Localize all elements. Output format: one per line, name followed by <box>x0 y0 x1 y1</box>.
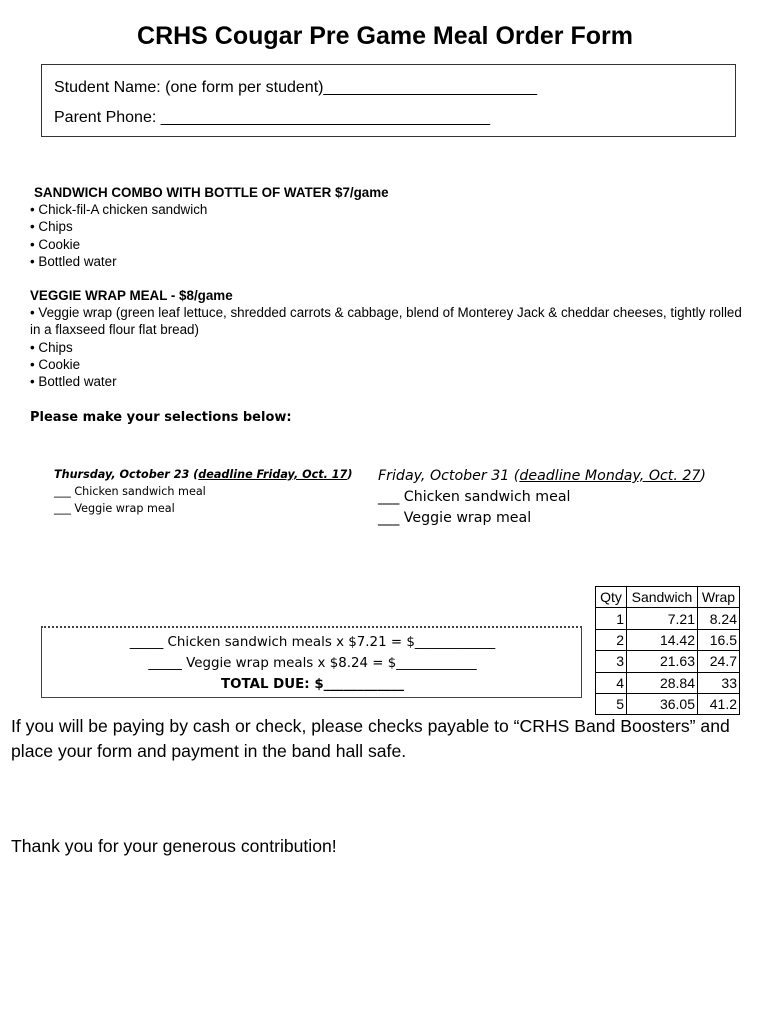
veggie-total-field[interactable]: _____ Veggie wrap meals x $8.24 = $____________ <box>148 656 477 671</box>
selections-heading: Please make your selections below: <box>30 410 292 425</box>
veggie-item: • Bottled water <box>30 374 117 390</box>
table-cell: 4 <box>596 672 627 693</box>
sandwich-item: • Cookie <box>30 236 81 252</box>
table-row <box>596 672 740 693</box>
table-cell: 21.63 <box>627 651 698 672</box>
table-row <box>596 693 740 714</box>
student-info-box <box>41 64 736 137</box>
thursday-chicken-option[interactable]: ___ Chicken sandwich meal <box>54 485 206 498</box>
table-cell: 5 <box>596 693 627 714</box>
table-cell: 3 <box>596 651 627 672</box>
thursday-date: Thursday, October 23 (deadline Friday, Oct. 17) <box>54 468 353 481</box>
table-cell: 41.2 <box>698 693 740 714</box>
veggie-meal-heading: VEGGIE WRAP MEAL - $8/game <box>30 288 233 303</box>
table-cell: 36.05 <box>627 693 698 714</box>
chicken-total-field[interactable]: _____ Chicken sandwich meals x $7.21 = $____________ <box>129 635 496 650</box>
table-cell: 7.21 <box>627 608 698 629</box>
sandwich-combo-section <box>30 184 389 270</box>
sandwich-item: • Chips <box>30 219 73 235</box>
friday-selection <box>378 466 706 529</box>
parent-phone-field[interactable]: Parent Phone: _____________________________________ <box>54 109 490 126</box>
table-cell: 2 <box>596 629 627 650</box>
thursday-selection <box>54 466 352 517</box>
veggie-item: • Cookie <box>30 356 81 372</box>
table-header: Sandwich <box>627 587 698 608</box>
veggie-item: • Veggie wrap (green leaf lettuce, shredded carrots & cabbage, blend of Monterey Jack & cheddar cheeses, tightly rolled in a flaxseed flour flat bread) <box>30 305 742 338</box>
price-table <box>595 586 740 715</box>
table-cell: 24.7 <box>698 651 740 672</box>
table-header-row <box>596 587 740 608</box>
veggie-meal-section <box>30 287 750 390</box>
thank-you-note: Thank you for your generous contribution! <box>11 836 337 856</box>
sandwich-combo-heading: SANDWICH COMBO WITH BOTTLE OF WATER $7/game <box>34 185 389 200</box>
friday-chicken-option[interactable]: ___ Chicken sandwich meal <box>378 489 571 505</box>
table-cell: 1 <box>596 608 627 629</box>
table-cell: 14.42 <box>627 629 698 650</box>
friday-date: Friday, October 31 (deadline Monday, Oct. 27) <box>378 468 706 484</box>
table-cell: 28.84 <box>627 672 698 693</box>
totals-box <box>41 626 582 698</box>
sandwich-item: • Bottled water <box>30 253 117 269</box>
sandwich-item: • Chick-fil-A chicken sandwich <box>30 202 208 218</box>
thursday-veggie-option[interactable]: ___ Veggie wrap meal <box>54 502 175 515</box>
friday-veggie-option[interactable]: ___ Veggie wrap meal <box>378 510 532 526</box>
form-title: CRHS Cougar Pre Game Meal Order Form <box>137 22 633 50</box>
student-name-field[interactable]: Student Name: (one form per student)________________________ <box>54 79 538 96</box>
table-cell: 16.5 <box>698 629 740 650</box>
total-due-field[interactable]: TOTAL DUE: $____________ <box>221 677 404 692</box>
table-row <box>596 651 740 672</box>
table-header: Wrap <box>698 587 740 608</box>
table-row <box>596 608 740 629</box>
payment-note: If you will be paying by cash or check, please checks payable to “CRHS Band Boosters” and place your form and payment in the band hall safe. <box>11 716 730 761</box>
table-header: Qty <box>596 587 627 608</box>
table-row <box>596 629 740 650</box>
table-cell: 33 <box>698 672 740 693</box>
veggie-item: • Chips <box>30 339 73 355</box>
table-cell: 8.24 <box>698 608 740 629</box>
